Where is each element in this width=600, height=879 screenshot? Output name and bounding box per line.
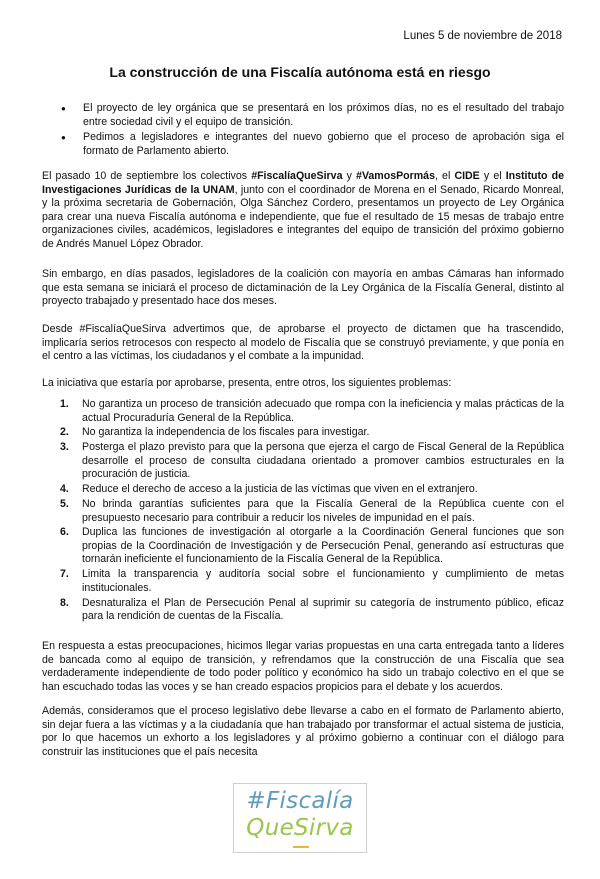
problem-number: 3. [60,441,69,454]
problem-item [42,498,564,525]
summary-bullet: ● Pedimos a legisladores e integrantes del nuevo gobierno que el proceso de aprobación siga el formato de Parlamento abierto. [42,131,564,158]
paragraph-1 [42,170,564,252]
problem-item [42,426,564,440]
problem-text: No garantiza un proceso de transición adecuado que rompa con la ineficiencia y malas prácticas de la actual Procuraduría General de la República. [82,398,564,424]
problem-text: Reduce el derecho de acceso a la justicia de las víctimas que viven en el extranjero. [82,483,478,496]
paragraph-1-text: y el [479,170,506,182]
problem-item [42,568,564,595]
logo-accent-dash [293,846,309,848]
problem-number: 5. [60,497,69,510]
paragraph-3: Desde #FiscalíaQueSirva advertimos que, de aprobarse el proyecto de dictamen que ha trascendido, implicaría serios retrocesos con respecto al modelo de Fiscalía que se construyó previamente, y que ponía en el centro a las víctimas, los ciudadanos y el combate a la impunidad. [42,323,564,363]
paragraph-1-text: , junto con el coordinador de Morena en el Senado, Ricardo Monreal, y la próxima secretaria de Gobernación, Olga Sánchez Cordero, presentamos un proyecto de Ley Orgánica para crear una nueva Fiscalía autónoma e independiente, que fue el resultado de 15 mesas de trabajo entre organizaciones civiles, académicos, legisladores e integrantes del equipo de transición del próximo gobierno de Andrés Manuel López Obrador. [42,183,564,250]
hashtag-vamospormas: #VamosPormás [356,170,435,182]
paragraph-1-text: El pasado 10 de septiembre los colectivos [42,170,252,182]
problem-item [42,597,564,624]
paragraph-2: Sin embargo, en días pasados, legisladores de la coalición con mayoría en ambas Cámaras han informado que esta semana se iniciará el proceso de dictaminación de la Ley Orgánica de la Fiscalía General, distinto al proyecto trabajado y presentado hace dos meses. [42,268,564,308]
document-date: Lunes 5 de noviembre de 2018 [403,30,562,42]
problem-number: 1. [60,398,69,410]
problem-number: 2. [60,426,69,439]
problem-text: Duplica las funciones de investigación al otorgarle a la Coordinación General funciones que son propias de la Coordinación de Investigación y de Persecución Penal, generando así estructuras que tornarán ineficiente el funcionamiento de la Fiscalía General de la República. [82,526,564,566]
problem-item [42,483,564,497]
org-unam: Instituto de Investigaciones Jurídicas de la UNAM [42,170,564,196]
problem-text: Limita la transparencia y auditoría social sobre el funcionamiento y cumplimiento de metas institucionales. [82,568,564,594]
problem-number: 8. [60,596,69,609]
paragraph-6: Además, consideramos que el proceso legislativo debe llevarse a cabo en el formato de Parlamento abierto, sin dejar fuera a las víctimas y a la ciudadanía que han trabajado por transformar el actual sistema de justicia, por lo que hacemos un exhorto a los legisladores y al próximo gobierno a continuar con el diálogo para construir las instituciones que el país necesita [42,705,564,758]
summary-bullets [42,102,564,160]
org-cide: CIDE [454,170,480,182]
problem-item [42,398,564,425]
paragraph-1-text: y [342,170,357,182]
summary-bullet: ● El proyecto de ley orgánica que se presentará en los próximos días, no es el resultado del trabajo entre sociedad civil y el equipo de transición. [42,102,564,129]
problem-item [42,441,564,482]
hashtag-fiscalia: #FiscalíaQueSirva [251,170,343,182]
paragraph-5: En respuesta a estas preocupaciones, hicimos llegar varias propuestas en una carta entregada tanto a líderes de bancada como al equipo de transición, y refrendamos que la construcción de una Fiscalía que sea verdaderamente independiente de todo poder político y económico ha sido un trabajo colectivo en el que se han escuchado todas las voces y se han creado espacios propicios para el debate y los acuerdos. [42,640,564,693]
fiscalia-que-sirva-logo [233,783,367,853]
problem-text: Desnaturaliza el Plan de Persecución Penal al suprimir su categoría de instrumento público, eficaz para la rendición de cuentas de la Fiscalía. [82,596,564,623]
problem-text: Posterga el plazo previsto para que la persona que ejerza el cargo de Fiscal General de la República desarrolle el proceso de consulta ciudadana orientado a promover cambios estructurales en la procuración de justicia. [82,441,564,481]
problem-number: 7. [60,568,69,581]
logo-line-1: #Fiscalía [246,788,354,814]
problem-text: No brinda garantías suficientes para que la Fiscalía General de la República cuente con el presupuesto necesario para contribuir a reducir los niveles de impunidad en el país. [82,497,564,524]
paragraph-1-text: , el [434,170,455,182]
problem-text: No garantiza la independencia de los fiscales para investigar. [82,426,370,439]
problem-number: 6. [60,526,69,539]
problems-list [42,398,564,625]
logo-line-2: QueSirva [246,815,354,841]
problem-number: 4. [60,483,69,496]
paragraph-4: La iniciativa que estaría por aprobarse, presenta, entre otros, los siguientes problemas: [42,377,452,389]
problem-item [42,526,564,567]
document-title: La construcción de una Fiscalía autónoma está en riesgo [109,64,491,80]
